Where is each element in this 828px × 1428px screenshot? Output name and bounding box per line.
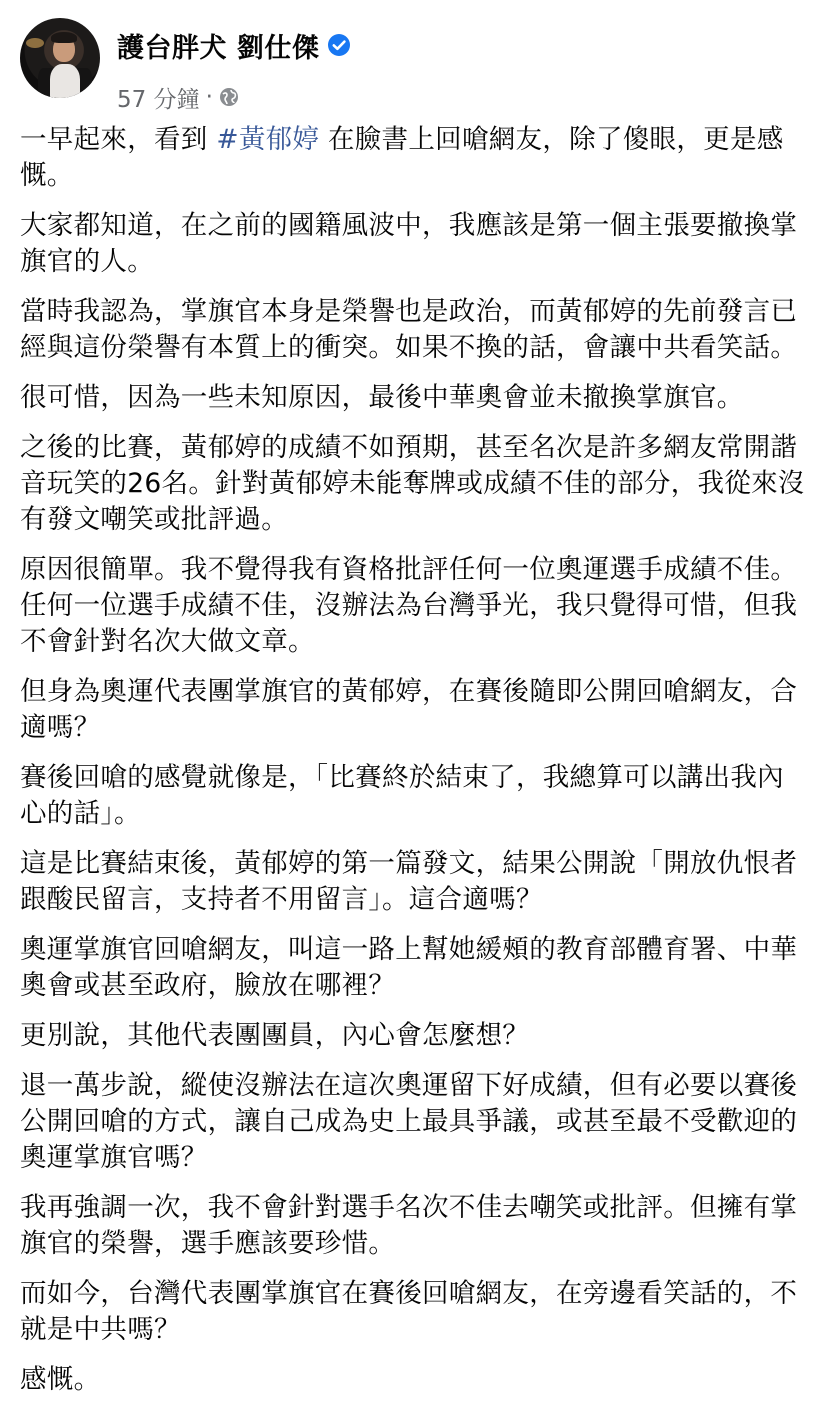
post-paragraph: 但身為奧運代表團掌旗官的黃郁婷，在賽後隨即公開回嗆網友，合適嗎？ bbox=[20, 676, 798, 743]
meta-separator: · bbox=[205, 84, 213, 110]
post-timestamp[interactable]: 57 分鐘 bbox=[117, 86, 200, 113]
post-meta bbox=[117, 82, 239, 112]
post-paragraph: 我再強調一次，我不會針對選手名次不佳去嘲笑或批評。但擁有掌旗官的榮譽，選手應該要珍惜。 bbox=[20, 1192, 798, 1259]
post-paragraph: 退一萬步說，縱使沒辦法在這次奧運留下好成績，但有必要以賽後公開回嗆的方式，讓自己成為史上最具爭議，或甚至最不受歡迎的奧運掌旗官嗎？ bbox=[20, 1070, 798, 1173]
post-paragraph: 原因很簡單。我不覺得我有資格批評任何一位奧運選手成績不佳。任何一位選手成績不佳，沒辦法為台灣爭光，我只覺得可惜，但我不會針對名次大做文章。 bbox=[20, 554, 798, 657]
post-paragraph: 這是比賽結束後，黃郁婷的第一篇發文，結果公開說「開放仇恨者跟酸民留言，支持者不用留言」。這合適嗎？ bbox=[20, 848, 798, 915]
post-header bbox=[20, 18, 810, 113]
post-paragraph: 更別說，其他代表團團員，內心會怎麼想？ bbox=[20, 1020, 530, 1051]
avatar-background-light bbox=[26, 38, 44, 48]
post-paragraph: 之後的比賽，黃郁婷的成績不如預期，甚至名次是許多網友常開諧音玩笑的26名。針對黃郁婷未能奪牌或成績不佳的部分，我從來沒有發文嘲笑或批評過。 bbox=[20, 432, 805, 535]
avatar-hair bbox=[51, 32, 77, 43]
globe-icon[interactable] bbox=[219, 87, 239, 107]
paragraph-text: 在臉書上回嗆網友，除了傻眼，更是感慨。 bbox=[20, 124, 784, 191]
post-paragraph: 很可惜，因為一些未知原因，最後中華奧會並未撤換掌旗官。 bbox=[20, 382, 744, 413]
post-paragraph: 大家都知道，在之前的國籍風波中，我應該是第一個主張要撤換掌旗官的人。 bbox=[20, 210, 798, 277]
post-paragraph: 奧運掌旗官回嗆網友，叫這一路上幫她緩頰的教育部體育署、中華奧會或甚至政府，臉放在哪裡？ bbox=[20, 934, 798, 1001]
post-body bbox=[20, 122, 810, 1412]
post-paragraph: 感慨。 bbox=[20, 1364, 101, 1395]
hashtag-link[interactable]: #黃郁婷 bbox=[216, 124, 320, 155]
verified-badge-icon bbox=[327, 33, 351, 57]
post-paragraph bbox=[20, 122, 810, 194]
author-row bbox=[117, 28, 351, 62]
avatar-shirt bbox=[50, 64, 80, 98]
post-paragraph: 當時我認為，掌旗官本身是榮譽也是政治，而黃郁婷的先前發言已經與這份榮譽有本質上的衝突。如果不換的話，會讓中共看笑話。 bbox=[20, 296, 798, 363]
author-name[interactable]: 護台胖犬 劉仕傑 bbox=[117, 32, 320, 64]
post-paragraph: 賽後回嗆的感覺就像是，「比賽終於結束了，我總算可以講出我內心的話」。 bbox=[20, 762, 784, 829]
post-paragraph: 而如今，台灣代表團掌旗官在賽後回嗆網友，在旁邊看笑話的，不就是中共嗎？ bbox=[20, 1278, 798, 1345]
author-avatar[interactable] bbox=[20, 18, 100, 98]
paragraph-text: 一早起來，看到 bbox=[20, 124, 217, 155]
